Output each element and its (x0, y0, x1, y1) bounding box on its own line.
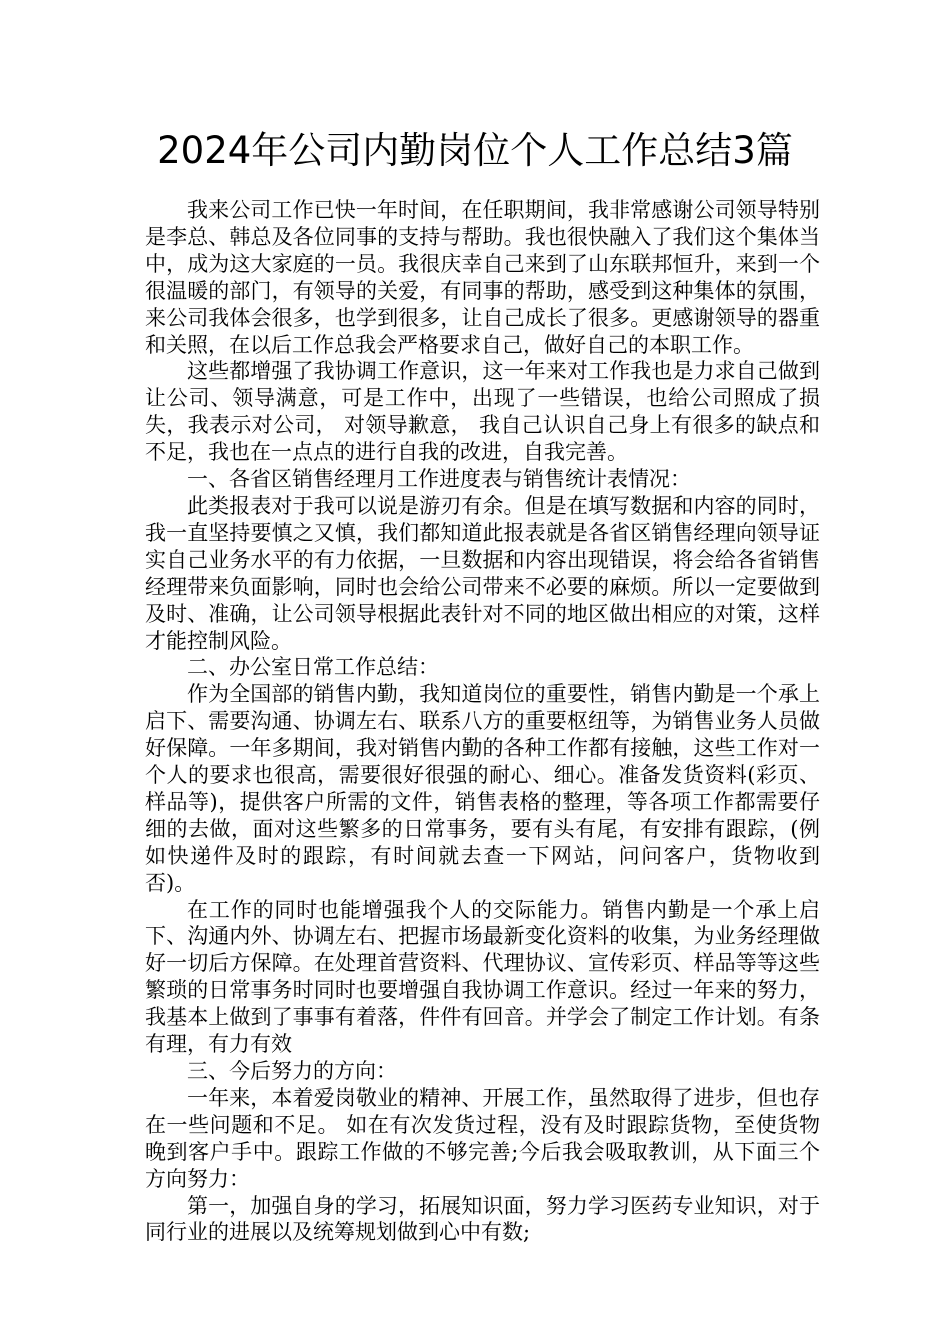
paragraph-office-work: 作为全国部的销售内勤，我知道岗位的重要性，销售内勤是一个承上启下、需要沟通、协调左右、联系八方的重要枢纽等，为销售业务人员做好保障。一年多期间，我对销售内勤的各种工作都有接触，这些工作对一个人的要求也很高，需要很好很强的耐心、细心。准备发货资料(彩页、样品等)，提供客户所需的文件，销售表格的整理，等各项工作都需要仔细的去做，面对这些繁多的日常事务，要有头有尾，有安排有跟踪，(例如快递件及时的跟踪，有时间就去查一下网站，问问客户，货物收到否)。 (145, 682, 820, 895)
paragraph-intro: 我来公司工作已快一年时间，在任职期间，我非常感谢公司领导特别是李总、韩总及各位同事的支持与帮助。我也很快融入了我们这个集体当中，成为这大家庭的一员。我很庆幸自己来到了山东联邦恒升，来到一个很温暖的部门，有领导的关爱，有同事的帮助，感受到这种集体的氛围， 来公司我体会很多，也学到很多，让自己成长了很多。更感谢领导的器重和关照，在以后工作总我会严格要求自己，做好自己的本职工作。 (145, 198, 820, 357)
paragraph-reports: 此类报表对于我可以说是游刃有余。但是在填写数据和内容的同时，我一直坚持要慎之又慎，我们都知道此报表就是各省区销售经理向领导证实自己业务水平的有力依据，一旦数据和内容出现错误，将会给各省销售经理带来负面影响，同时也会给公司带来不必要的麻烦。所以一定要做到及时、准确，让公司领导根据此表针对不同的地区做出相应的对策，这样才能控制风险。 (145, 493, 820, 653)
paragraph-communication: 在工作的同时也能增强我个人的交际能力。销售内勤是一个承上启下、沟通内外、协调左右、把握市场最新变化资料的收集，为业务经理做好一切后方保障。在处理首营资料、代理协议、宣传彩页、样品等等这些繁琐的日常事务时同时也要增强自我协调工作意识。经过一年来的努力，我基本上做到了事事有着落，件件有回音。并学会了制定工作计划。有条有理，有力有效 (145, 897, 820, 1057)
paragraph-direction-1: 第一，加强自身的学习，拓展知识面，努力学习医药专业知识，对于同行业的进展以及统筹规划做到心中有数; (145, 1193, 820, 1245)
section-heading-3: 三、今后努力的方向： (187, 1059, 397, 1083)
paragraph-reflection: 这些都增强了我协调工作意识，这一年来对工作我也是力求自己做到让公司、领导满意，可是工作中，出现了一些错误，也给公司照成了损失，我表示对公司， 对领导歉意， 我自己认识自己身上有很多的缺点和不足，我也在一点点的进行自我的改进，自我完善。 (145, 359, 820, 465)
paragraph-shortcomings: 一年来，本着爱岗敬业的精神、开展工作，虽然取得了进步，但也存在一些问题和不足。 如在有次发货过程，没有及时跟踪货物，至使货物晚到客户手中。跟踪工作做的不够完善;今后我会吸取教训，从下面三个方向努力： (145, 1085, 820, 1191)
section-heading-1: 一、各省区销售经理月工作进度表与销售统计表情况： (187, 467, 691, 492)
document-body (145, 197, 820, 1246)
document-title: 2024年公司内勤岗位个人工作总结3篇 (157, 129, 793, 172)
section-heading-2: 二、办公室日常工作总结： (187, 655, 439, 680)
